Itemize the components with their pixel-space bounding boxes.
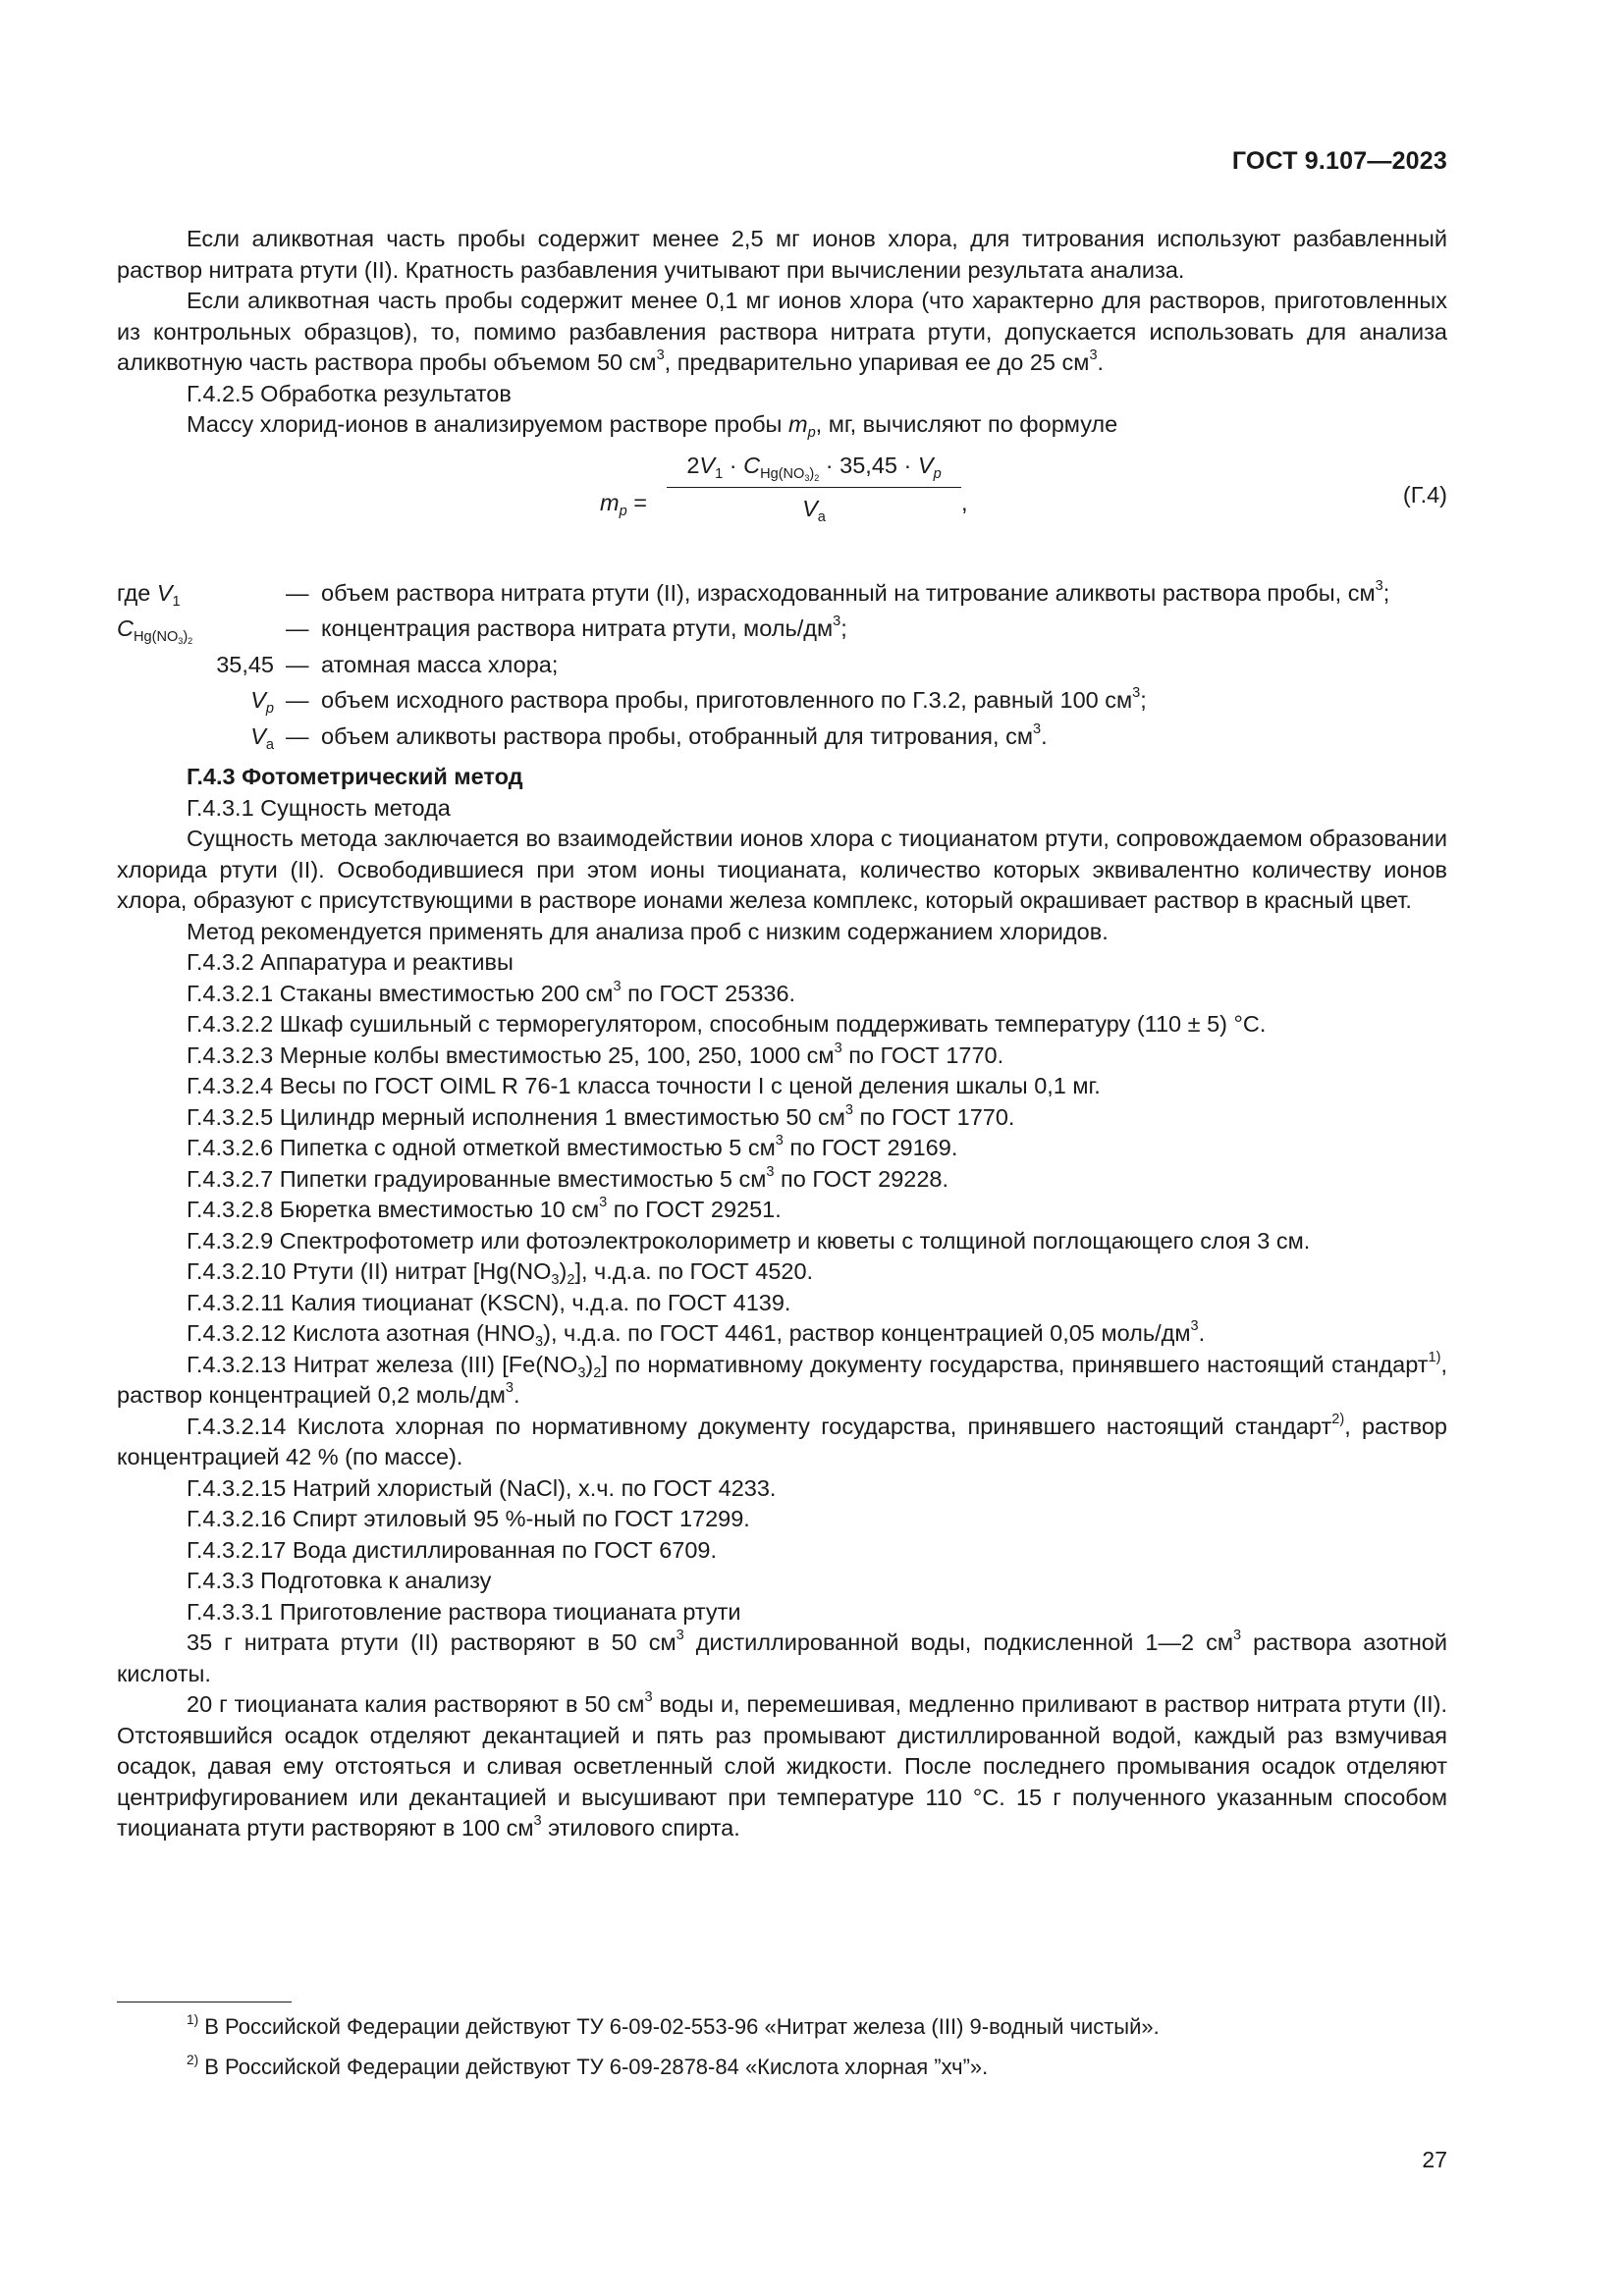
doc-code-header: ГОСТ 9.107—2023 [1231,147,1447,175]
paragraph-dilution: Если аликвотная часть пробы содержит менее 2,5 мг ионов хлора, для титрования используют разбавленный раствор нитрата ртути (II). Кратность разбавления учитывают при вычислении результата анализа. [117,226,1447,283]
footnote-ref-1[interactable]: 1) [1428,1349,1441,1365]
page-number: 27 [1422,2147,1447,2172]
footnote-ref-2[interactable]: 2) [1331,1411,1345,1427]
item-g43213: Г.4.3.2.13 Нитрат железа (III) $[Fe(NO_3)_2]$ по нормативному документу государства, принявшего настоящий стандарт$^{1)}$, раствор концентрацией 0,2 моль/$дм^3$. [117,1349,1448,1408]
section-heading-g43: Г.4.3 Фотометрический метод [187,764,523,789]
item-g4327: Г.4.3.2.7 Пипетки градуированные вместимостью 5 $см^3$ по ГОСТ 29228. [187,1163,949,1192]
formula-number: (Г.4) [1402,481,1447,507]
item-g4325: Г.4.3.2.5 Цилиндр мерный исполнения 1 вместимостью 50 $см^3$ по ГОСТ 1770. [187,1101,1015,1130]
item-g43211: Г.4.3.2.11 Калия тиоцианат (KSCN), ч.д.а. по ГОСТ 4139. [187,1289,791,1315]
document-body [117,224,1447,1844]
footnote-1: $^{1)}$ В Российской Федерации действуют ТУ 6-09-02-553-96 «Нитрат железа (III) 9-водный чистый». [187,2011,1160,2039]
paragraph-essence: Сущность метода заключается во взаимодействии ионов хлора с тиоцианатом ртути, сопровождаемом образовании хлорида ртути (II). Освободившиеся при этом ионы тиоцианата, количество которых эквивалентно количеству ионов хлора, образуют с присутствующими в растворе ионами железа комплекс, который окрашивает раствор в красный цвет. [117,826,1447,913]
definition-va: $V_а$ — объем аликвоты раствора пробы, отобранный для титрования, $см^3$. [250,721,1048,753]
item-g4323: Г.4.3.2.3 Мерные колбы вместимостью 25, 100, 250, 1000 $см^3$ по ГОСТ 1770. [187,1040,1004,1068]
formula-lhs: $m_p$ = [600,489,647,519]
paragraph-prep-nitrate: 35 г нитрата ртути (II) растворяют в 50 $см^3$ дистиллированной воды, подкисленной 1—2 $см^3$ раствора азотной кислоты. [117,1628,1448,1686]
item-g43214: Г.4.3.2.14 Кислота хлорная по нормативному документу государства, принявшего настоящий стандарт$^{2)}$, раствор концентрацией 42 % (по массе). [117,1411,1447,1469]
item-g4328: Г.4.3.2.8 Бюретка вместимостью 10 $см^3$ по ГОСТ 29251. [187,1195,782,1222]
formula-fraction [667,451,961,525]
definition-c: $C_{Hg(NO_3)_2}$ — концентрация раствора нитрата ртути, моль/$дм^3$; [117,614,847,647]
item-g4321: Г.4.3.2.1 Стаканы вместимостью 200 $см^3$ по ГОСТ 25336. [187,978,796,1006]
section-heading-g425: Г.4.2.5 Обработка результатов [187,380,512,406]
item-g4326: Г.4.3.2.6 Пипетка с одной отметкой вместимостью 5 $см^3$ по ГОСТ 29169. [187,1133,958,1160]
formula-numerator: $2V_1 \cdot C_{Hg(NO_3)_2} \cdot 35,45 \cdot V_p$ [667,451,961,489]
section-heading-g433: Г.4.3.3 Подготовка к анализу [187,1568,492,1593]
paragraph-recommend: Метод рекомендуется применять для анализа проб с низким содержанием хлоридов. [187,918,1109,944]
item-g4329: Г.4.3.2.9 Спектрофотометр или фотоэлектроколориметр и кюветы с толщиной поглощающего слоя 3 см. [187,1227,1311,1254]
footnote-2: $^{2)}$ В Российской Федерации действуют ТУ 6-09-2878-84 «Кислота хлорная ”хч”». [187,2052,989,2079]
formula-definitions [117,578,1447,753]
paragraph-prep-thiocyanate: 20 г тиоцианата калия растворяют в 50 $см^3$ воды и, перемешивая, медленно приливают в раствор нитрата ртути (II). Отстоявшийся осадок отделяют декантацией и пять раз промывают дистиллированной водой, каждый раз взмучивая осадок, давая ему отстояться и сливая осветленный слой жидкости. После последнего промывания осадок отделяют центрифугированием или декантацией и высушивают при температуре 110 °С. 15 г полученного указанным способом тиоцианата ртути растворяют в 100 $см^3$ этилового спирта. [117,1689,1447,1841]
item-g43216: Г.4.3.2.16 Спирт этиловый 95 %-ный по ГОСТ 17299. [187,1506,750,1531]
section-heading-g432: Г.4.3.2 Аппаратура и реактивы [187,949,514,975]
section-heading-g4331: Г.4.3.3.1 Приготовление раствора тиоцианата ртути [187,1598,741,1625]
paragraph-low-chlorine: Если аликвотная часть пробы содержит менее 0,1 мг ионов хлора (что характерно для растворов, приготовленных из контрольных образцов), то, помимо разбавления раствора нитрата ртути, допускается использовать для анализа аликвотную часть раствора пробы объемом 50 $см^3$, предварительно упаривая ее до 25 $см^3$. [117,288,1447,375]
item-g4322: Г.4.3.2.2 Шкаф сушильный с терморегулятором, способным поддерживать температуру (110 ± 5) °С. [187,1011,1267,1037]
item-g43212: Г.4.3.2.12 Кислота азотная $(HNO_3)$, ч.д.а. по ГОСТ 4461, раствор концентрацией 0,05 моль/$дм^3$. [187,1318,1206,1351]
definition-v1: где $V_1$ — объем раствора нитрата ртути (II), израсходованный на титрование аликвоты раствора пробы, $см^3$; [117,577,1390,610]
definition-atomic-mass: 35,45 — атомная масса хлора; [216,651,559,677]
paragraph-mass-intro: Массу хлорид-ионов в анализируемом растворе пробы $m_p$, мг, вычисляют по формуле [187,411,1118,442]
definition-vp: $V_p$ — объем исходного раствора пробы, приготовленного по Г.3.2, равный 100 $см^3$; [250,685,1147,718]
item-g43217: Г.4.3.2.17 Вода дистиллированная по ГОСТ 6709. [187,1536,718,1563]
formula-denominator: $V_а$ [802,496,826,526]
item-g4324: Г.4.3.2.4 Весы по ГОСТ OIML R 76-1 класса точности I с ценой деления шкалы 0,1 мг. [187,1073,1101,1098]
item-g43215: Г.4.3.2.15 Натрий хлористый (NaCl), х.ч. по ГОСТ 4233. [187,1474,777,1501]
formula-g4: $m_p$ = $2V_1 \cdot C_{Hg(NO_3)_2} \cdot 35,45 \cdot V_p$ $V_а$ , (Г.4) [600,452,1447,526]
item-g43210: Г.4.3.2.10 Ртути (II) нитрат $[Hg(NO_3)_2]$, ч.д.а. по ГОСТ 4520. [187,1258,814,1289]
section-heading-g431: Г.4.3.1 Сущность метода [187,794,451,821]
